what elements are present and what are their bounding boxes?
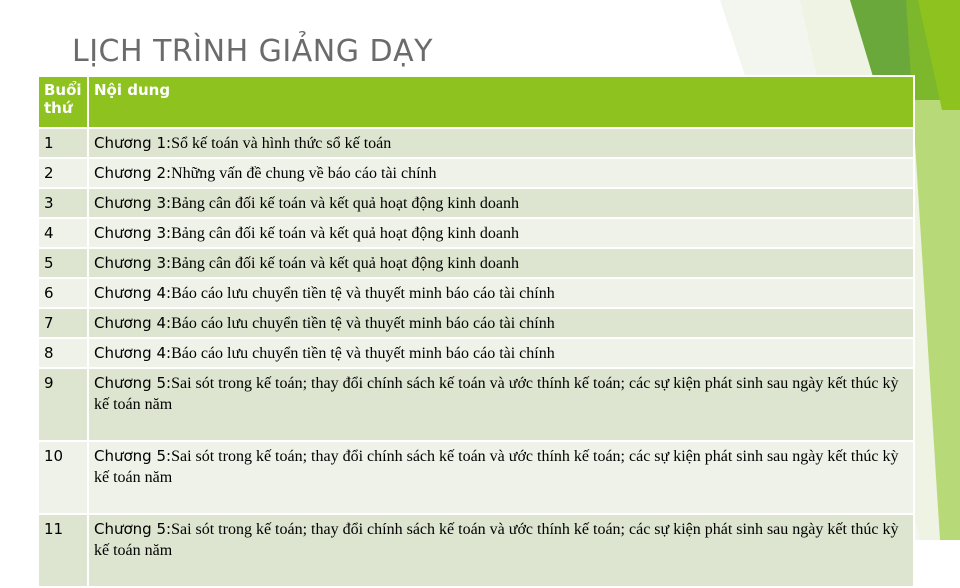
session-number: 7 (38, 308, 88, 338)
table-row (38, 278, 914, 308)
chapter-content: Sai sót trong kế toán; thay đổi chính sách kế toán và ước thính kế toán; các sự kiện phát sinh sau ngày kết thúc kỳ kế toán năm (94, 375, 899, 413)
table-row (38, 128, 914, 158)
content-cell (88, 248, 914, 278)
content-cell (88, 368, 914, 441)
session-number: 11 (38, 514, 88, 587)
content-cell (88, 218, 914, 248)
session-number: 2 (38, 158, 88, 188)
chapter-content: Những vấn đề chung về báo cáo tài chính (171, 165, 437, 182)
session-number: 6 (38, 278, 88, 308)
chapter-content: Báo cáo lưu chuyển tiền tệ và thuyết minh báo cáo tài chính (171, 345, 555, 362)
session-number: 5 (38, 248, 88, 278)
chapter-content: Sổ kế toán và hình thức sổ kế toán (171, 135, 392, 152)
session-number: 4 (38, 218, 88, 248)
table-row (38, 248, 914, 278)
page-title: LỊCH TRÌNH GIẢNG DẠY (72, 34, 433, 69)
table-row (38, 188, 914, 218)
chapter-label: Chương 2: (94, 164, 172, 182)
content-cell (88, 128, 914, 158)
table-row (38, 158, 914, 188)
content-cell (88, 514, 914, 587)
chapter-content: Bảng cân đối kế toán và kết quả hoạt động kinh doanh (171, 255, 519, 272)
chapter-label: Chương 1: (94, 134, 172, 152)
table-row (38, 308, 914, 338)
table-header-row (38, 76, 914, 128)
session-number: 8 (38, 338, 88, 368)
content-cell (88, 158, 914, 188)
table-row (38, 368, 914, 441)
chapter-content: Sai sót trong kế toán; thay đổi chính sách kế toán và ước thính kế toán; các sự kiện phát sinh sau ngày kết thúc kỳ kế toán năm (94, 448, 899, 486)
chapter-label: Chương 3: (94, 194, 172, 212)
chapter-label: Chương 4: (94, 314, 172, 332)
session-number: 3 (38, 188, 88, 218)
chapter-label: Chương 4: (94, 344, 172, 362)
header-content: Nội dung (88, 76, 914, 128)
header-session: Buổi thứ (38, 76, 88, 128)
chapter-label: Chương 5: (94, 374, 172, 392)
content-cell (88, 308, 914, 338)
session-number: 1 (38, 128, 88, 158)
chapter-label: Chương 5: (94, 447, 172, 465)
table-row (38, 338, 914, 368)
session-number: 10 (38, 441, 88, 514)
session-number: 9 (38, 368, 88, 441)
table-row (38, 218, 914, 248)
chapter-content: Bảng cân đối kế toán và kết quả hoạt động kinh doanh (171, 195, 519, 212)
schedule-table (37, 75, 915, 588)
table-row (38, 441, 914, 514)
chapter-content: Sai sót trong kế toán; thay đổi chính sách kế toán và ước thính kế toán; các sự kiện phát sinh sau ngày kết thúc kỳ kế toán năm (94, 521, 899, 559)
chapter-content: Báo cáo lưu chuyển tiền tệ và thuyết minh báo cáo tài chính (171, 315, 555, 332)
chapter-label: Chương 3: (94, 254, 172, 272)
content-cell (88, 188, 914, 218)
table-row (38, 514, 914, 587)
chapter-label: Chương 3: (94, 224, 172, 242)
chapter-content: Bảng cân đối kế toán và kết quả hoạt động kinh doanh (171, 225, 519, 242)
chapter-label: Chương 4: (94, 284, 172, 302)
content-cell (88, 441, 914, 514)
content-cell (88, 278, 914, 308)
content-cell (88, 338, 914, 368)
chapter-content: Báo cáo lưu chuyển tiền tệ và thuyết minh báo cáo tài chính (171, 285, 555, 302)
chapter-label: Chương 5: (94, 520, 172, 538)
